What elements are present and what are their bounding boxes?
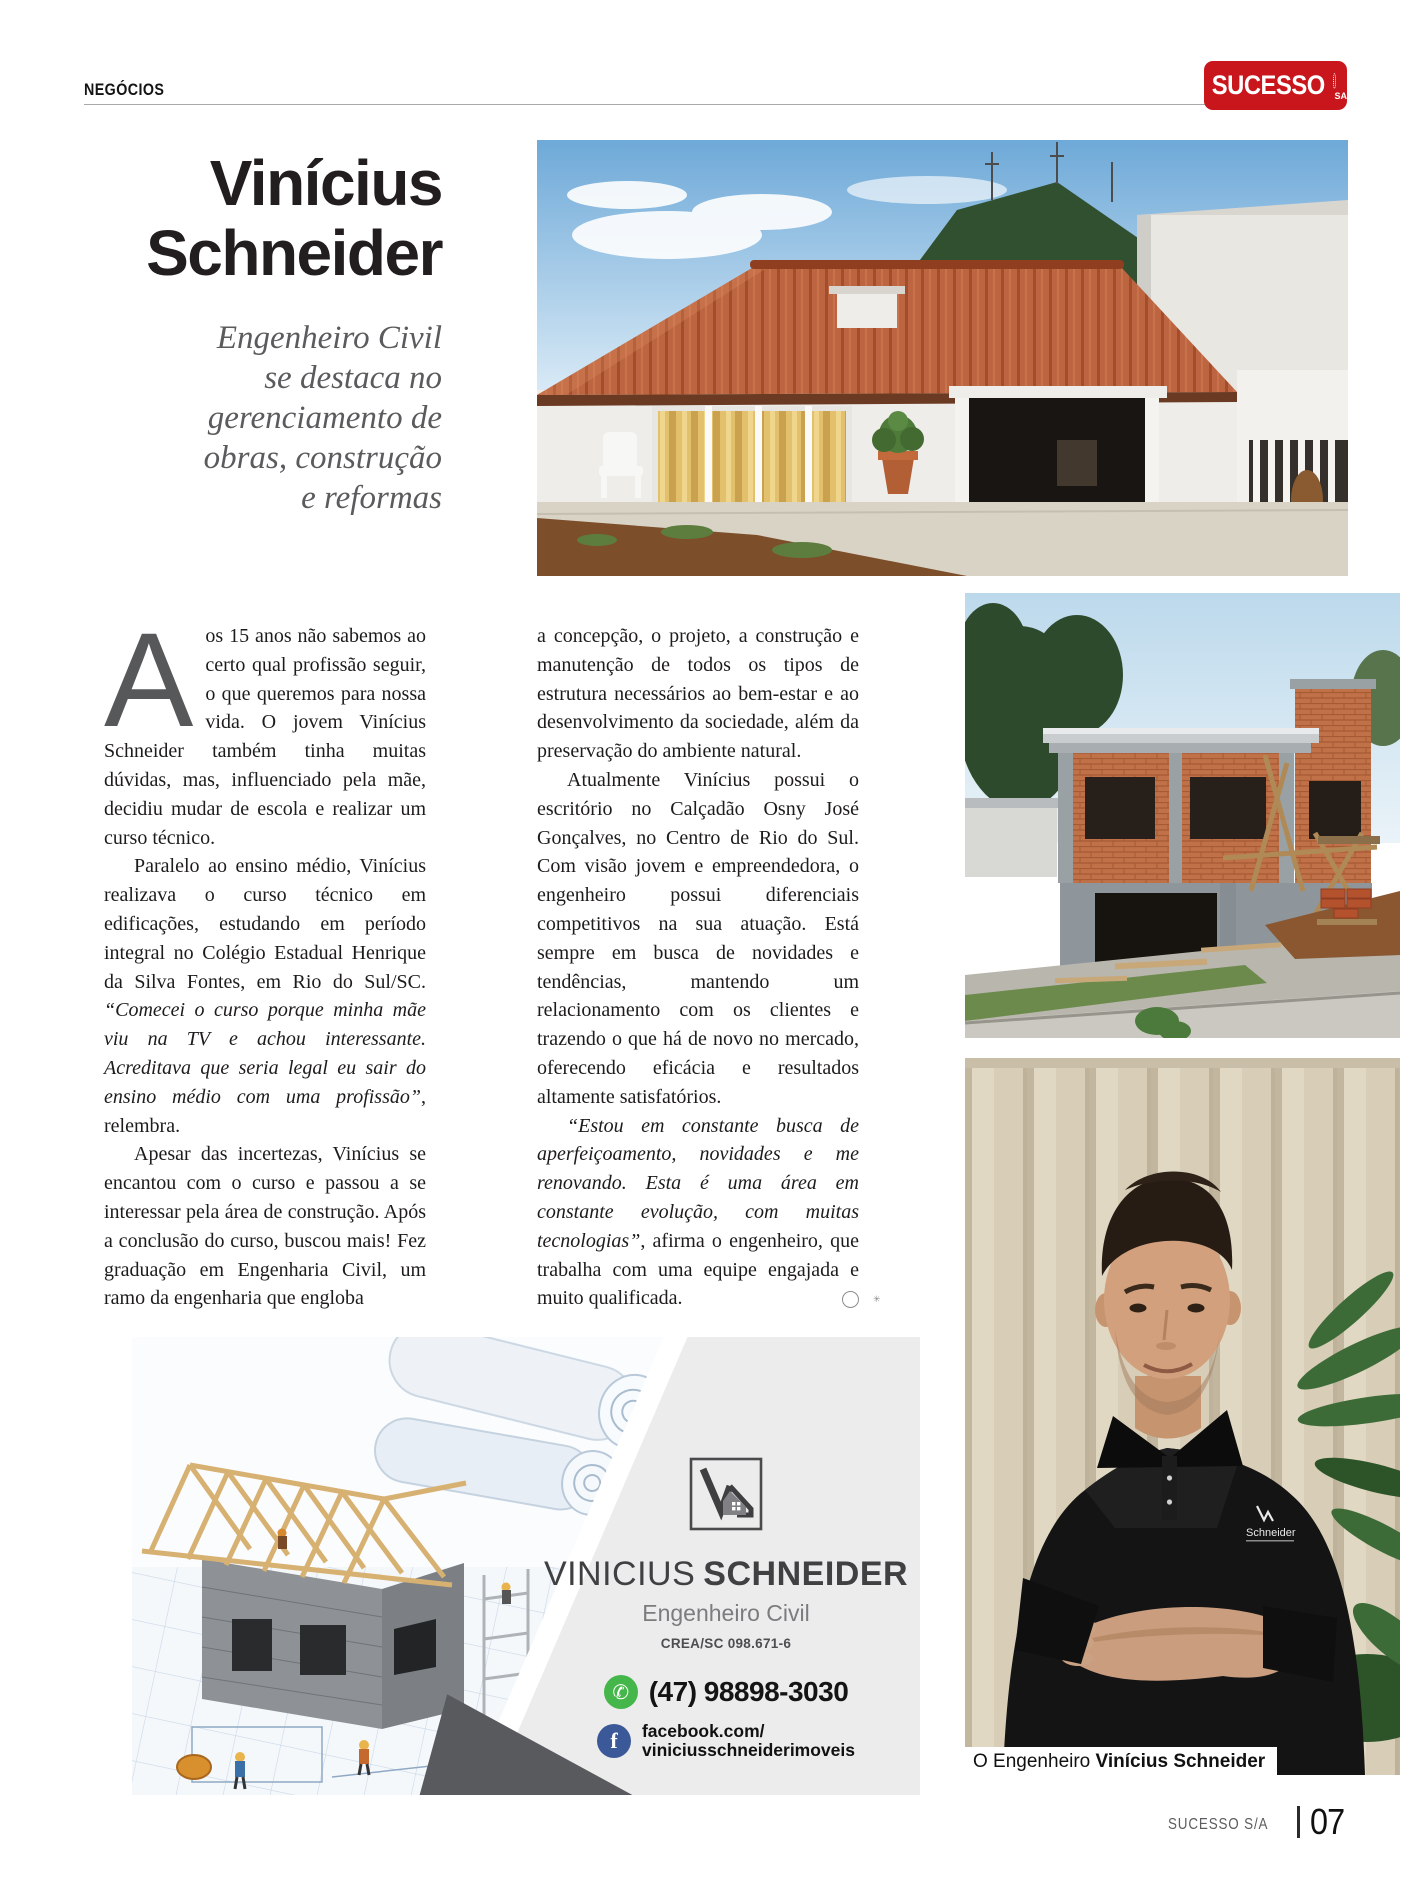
article-column-1 bbox=[104, 606, 426, 1313]
article-paragraph: Paralelo ao ensino médio, Vinícius realizava o curso técnico em edificações, estudando em período integral no Colégio Estadual Henrique da Silva Fontes, em Rio do Sul/SC. “Comecei o curso porque minha mãe viu na TV e achou interessante. Acreditava que seria legal eu sair do ensino médio com uma profissão”, relembra. bbox=[104, 855, 426, 1137]
page-number: 07 bbox=[1309, 1801, 1345, 1842]
advertisement bbox=[132, 1337, 920, 1795]
article-paragraph: Atualmente Vinícius possui o escritório no Calçadão Osny José Gonçalves, no Centro de Rio do Sul. Com visão jovem e empreendedora, o engenheiro possui diferenciais competitivos na sua atuação. Está sempre em busca de novidades e tendências, mantendo um relacionamento com os clientes e trazendo o que há de novo no mercado, oferecendo eficácia e resultados altamente satisfatórios. bbox=[537, 768, 859, 1108]
article-paragraph: a concepção, o projeto, a construção e manutenção de todos os tipos de estrutura necessários ao bem-estar e ao desenvolvimento da sociedade, além da preservação do ambiente natural. bbox=[537, 625, 859, 763]
footer-magazine-name: SUCESSO S/A bbox=[1167, 1816, 1269, 1833]
footer-divider bbox=[1297, 1806, 1300, 1838]
header-rule bbox=[84, 104, 1346, 105]
phone-number: (47) 98898-3030 bbox=[648, 1676, 849, 1707]
facebook-contact bbox=[540, 1722, 912, 1760]
subtitle-line: e reformas bbox=[301, 480, 442, 516]
article-paragraph: Aos 15 anos não sabemos ao certo qual profissão seguir, o que queremos para nossa vida. O jovem Vinícius Schneider também tinha muitas dúvidas, mas, influenciado pela mãe, decidiu mudar de escola e realizar um curso técnico. bbox=[104, 606, 426, 849]
globe-icon bbox=[1333, 73, 1337, 89]
whatsapp-icon: ✆ bbox=[604, 1675, 638, 1709]
section-label: NEGÓCIOS bbox=[84, 80, 165, 99]
article-paragraph: “Estou em constante busca de aperfeiçoamento, novidades e me renovando. Esta é uma área em constante evolução, com muitas tecnologias”, afirma o engenheiro, que trabalha com uma equipe engajada e muito qualificada. ✳ bbox=[537, 1114, 881, 1310]
ad-role: Engenheiro Civil bbox=[642, 1600, 810, 1626]
ad-company-name bbox=[540, 1555, 912, 1594]
company-logo bbox=[687, 1455, 765, 1533]
caption-prefix: O Engenheiro bbox=[973, 1751, 1096, 1772]
svg-text:Schneider: Schneider bbox=[1246, 1527, 1296, 1539]
ad-content bbox=[540, 1455, 912, 1760]
facebook-icon: f bbox=[597, 1724, 631, 1758]
house-photo bbox=[537, 140, 1348, 576]
magazine-logo-sub: SA bbox=[1334, 91, 1347, 101]
article-paragraph: Apesar das incertezas, Vinícius se encantou com o curso e passou a se interessar pela área de construção. Após a conclusão do curso, buscou mais! Fez graduação em Engenharia Civil, um ramo da engenharia que engloba bbox=[104, 1143, 426, 1310]
ad-name-last: SCHNEIDER bbox=[703, 1555, 909, 1593]
magazine-logo-text: SUCESSO bbox=[1211, 70, 1325, 100]
subtitle-line: gerenciamento de bbox=[207, 400, 442, 436]
subtitle-line: se destaca no bbox=[264, 360, 442, 396]
magazine-logo-badge bbox=[1204, 61, 1347, 110]
end-of-article-icon: ✳ bbox=[842, 1291, 859, 1308]
subtitle-line: Engenheiro Civil bbox=[216, 320, 442, 356]
page-footer bbox=[1167, 1801, 1348, 1842]
subtitle-line: obras, construção bbox=[203, 440, 442, 476]
portrait-caption bbox=[965, 1747, 1277, 1776]
whatsapp-contact bbox=[540, 1675, 912, 1709]
caption-name: Vinícius Schneider bbox=[1095, 1751, 1266, 1772]
ad-crea-number: CREA/SC 098.671-6 bbox=[660, 1636, 792, 1651]
facebook-url-line2: viniciusschneiderimoveis bbox=[641, 1740, 855, 1760]
drop-cap: A bbox=[104, 606, 194, 755]
construction-site-photo bbox=[965, 593, 1400, 1038]
page-title-line1: Vinícius bbox=[209, 147, 442, 219]
page-title-line2: Schneider bbox=[146, 217, 442, 289]
title-block bbox=[70, 148, 442, 518]
article-subtitle bbox=[70, 318, 442, 518]
portrait-photo bbox=[965, 1058, 1400, 1775]
ad-name-first: VINICIUS bbox=[543, 1555, 696, 1593]
facebook-url-line1: facebook.com/ bbox=[641, 1721, 765, 1741]
article-column-2 bbox=[537, 622, 881, 1313]
